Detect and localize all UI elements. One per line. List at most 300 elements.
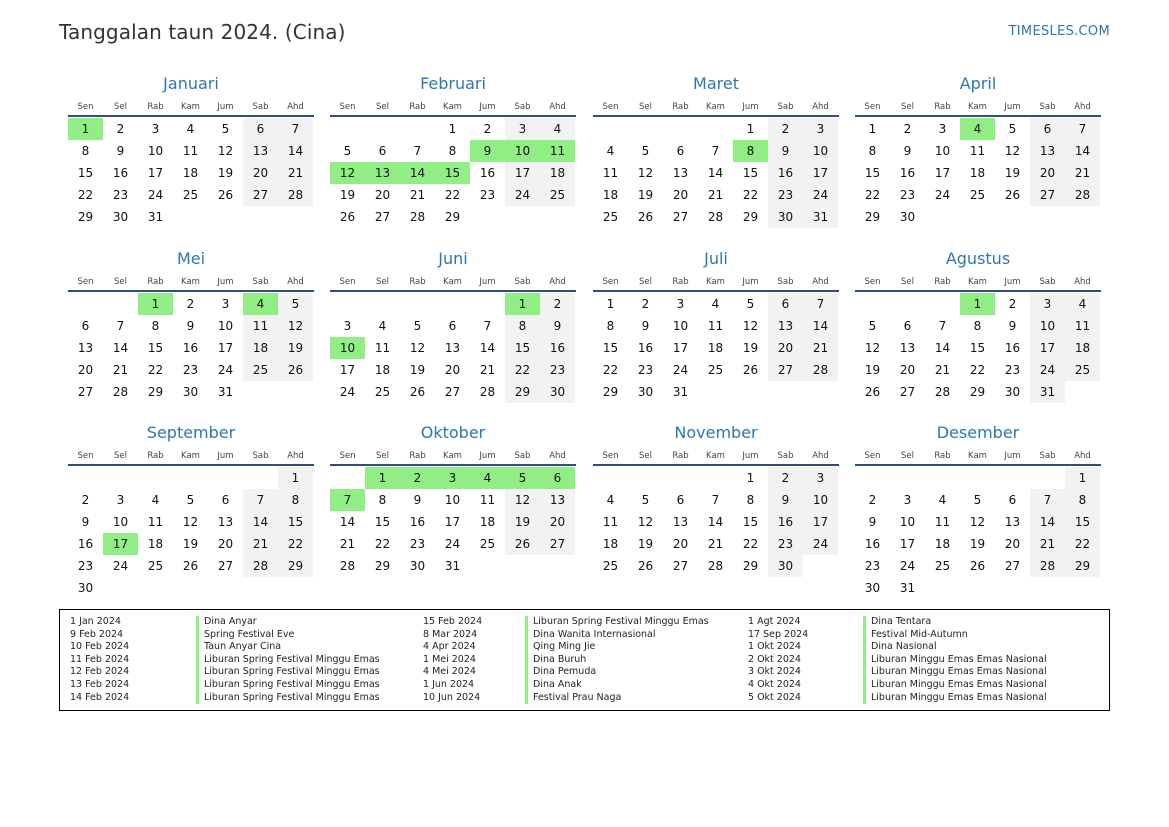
holiday-date: 4 Apr 2024: [423, 641, 476, 653]
holiday-day: 4: [960, 118, 995, 140]
page-title: Tanggalan taun 2024. (Cina): [59, 20, 346, 44]
day-cell: 10: [147, 144, 164, 158]
holiday-day: 2: [400, 467, 435, 489]
weekday-label: Ahd: [1074, 277, 1091, 287]
day-cell: 6: [243, 118, 278, 140]
holiday-day: 1: [505, 293, 540, 315]
weekday-label: Sab: [1039, 451, 1056, 461]
day-cell: 22: [77, 188, 94, 202]
day-cell: 26: [409, 385, 426, 399]
day-cell: 5: [746, 297, 755, 311]
day-cell: 24: [672, 363, 689, 377]
day-cell: 25: [147, 559, 164, 573]
weekday-label: Jum: [742, 451, 759, 461]
day-cell: 13: [672, 166, 689, 180]
day-cell: 17: [934, 166, 951, 180]
day-cell: 10: [217, 319, 234, 333]
day-cell: 28: [479, 385, 496, 399]
holiday-date: 4 Okt 2024: [748, 678, 801, 690]
holiday-name: Dina Anak: [525, 679, 582, 692]
day-cell: 28: [934, 385, 951, 399]
holiday-date: 12 Feb 2024: [70, 666, 130, 678]
day-cell: 18: [479, 515, 496, 529]
day-cell: 19: [864, 363, 881, 377]
weekday-label: Sel: [114, 277, 127, 287]
day-cell: 13: [1004, 515, 1021, 529]
day-cell: 25: [479, 537, 496, 551]
day-cell: 25: [602, 210, 619, 224]
holiday-name: Dina Pemuda: [525, 666, 596, 679]
day-cell: 4: [606, 493, 615, 507]
day-cell: 18: [1065, 337, 1100, 359]
day-cell: 21: [339, 537, 356, 551]
weekday-label: Rab: [409, 102, 426, 112]
holiday-day: 17: [103, 533, 138, 555]
weekday-label: Sab: [514, 277, 531, 287]
day-cell: 11: [1065, 315, 1100, 337]
day-cell: 11: [374, 341, 391, 355]
day-cell: 3: [938, 122, 947, 136]
holiday-date: 1 Mei 2024: [423, 653, 476, 665]
day-cell: 2: [81, 493, 90, 507]
weekday-label: Kam: [706, 277, 725, 287]
day-cell: 2: [768, 118, 803, 140]
weekday-label: Sel: [901, 451, 914, 461]
day-cell: 29: [742, 210, 759, 224]
day-cell: 20: [444, 363, 461, 377]
day-cell: 7: [483, 319, 492, 333]
holiday-day: 1: [365, 467, 400, 489]
holiday-name: Liburan Spring Festival Minggu Emas: [196, 666, 380, 679]
day-cell: 23: [77, 559, 94, 573]
day-cell: 11: [182, 144, 199, 158]
empty-cell: [330, 293, 365, 315]
day-cell: 12: [409, 341, 426, 355]
holiday-day: 9: [470, 140, 505, 162]
weekday-label: Jum: [479, 102, 496, 112]
day-cell: 7: [1065, 118, 1100, 140]
day-cell: 22: [147, 363, 164, 377]
day-cell: 28: [339, 559, 356, 573]
weekday-header: [330, 272, 576, 292]
day-cell: 24: [1030, 359, 1065, 381]
holiday-day: 1: [68, 118, 103, 140]
day-cell: 24: [934, 188, 951, 202]
day-cell: 30: [637, 385, 654, 399]
empty-cell: [365, 118, 400, 140]
empty-cell: [365, 293, 400, 315]
weekday-label: Sel: [901, 102, 914, 112]
day-cell: 16: [768, 511, 803, 533]
day-cell: 20: [768, 337, 803, 359]
day-cell: 23: [112, 188, 129, 202]
weekday-label: Rab: [934, 451, 951, 461]
day-cell: 9: [116, 144, 125, 158]
day-cell: 28: [409, 210, 426, 224]
weekday-label: Sel: [901, 277, 914, 287]
day-cell: 27: [1004, 559, 1021, 573]
weekday-label: Rab: [409, 451, 426, 461]
empty-cell: [138, 467, 173, 489]
day-cell: 25: [1065, 359, 1100, 381]
empty-cell: [173, 467, 208, 489]
holiday-name: Dina Nasional: [863, 641, 937, 654]
empty-cell: [995, 467, 1030, 489]
day-cell: 17: [899, 537, 916, 551]
day-cell: 20: [374, 188, 391, 202]
day-cell: 11: [707, 319, 724, 333]
day-cell: 3: [116, 493, 125, 507]
day-cell: 28: [707, 210, 724, 224]
day-cell: 22: [374, 537, 391, 551]
day-cell: 9: [1008, 319, 1017, 333]
day-cell: 11: [969, 144, 986, 158]
day-cell: 6: [676, 493, 685, 507]
day-cell: 18: [540, 162, 575, 184]
weekday-header: [593, 446, 839, 466]
day-cell: 16: [1004, 341, 1021, 355]
day-cell: 19: [505, 511, 540, 533]
day-cell: 15: [77, 166, 94, 180]
weekday-label: Kam: [443, 451, 462, 461]
day-cell: 26: [217, 188, 234, 202]
day-cell: 31: [217, 385, 234, 399]
day-cell: 27: [444, 385, 461, 399]
holiday-date: 17 Sep 2024: [748, 628, 809, 640]
day-cell: 26: [505, 533, 540, 555]
day-cell: 5: [641, 144, 650, 158]
day-cell: 11: [479, 493, 496, 507]
holiday-name: Liburan Minggu Emas Emas Nasional: [863, 679, 1047, 692]
holiday-name: Dina Wanita Internasional: [525, 629, 656, 642]
day-cell: 1: [746, 122, 755, 136]
month-name: Juli: [704, 249, 728, 268]
day-cell: 13: [217, 515, 234, 529]
day-cell: 16: [479, 166, 496, 180]
weekday-label: Kam: [181, 102, 200, 112]
weekday-label: Jum: [479, 451, 496, 461]
day-cell: 30: [1004, 385, 1021, 399]
day-cell: 24: [339, 385, 356, 399]
day-cell: 26: [637, 210, 654, 224]
day-cell: 21: [112, 363, 129, 377]
holiday-name: Liburan Spring Festival Minggu Emas: [525, 616, 709, 629]
day-cell: 29: [147, 385, 164, 399]
day-cell: 16: [768, 162, 803, 184]
day-cell: 29: [374, 559, 391, 573]
weekday-label: Ahd: [812, 277, 829, 287]
weekday-label: Jum: [1004, 277, 1021, 287]
day-cell: 23: [768, 184, 803, 206]
day-cell: 16: [864, 537, 881, 551]
day-cell: 28: [803, 359, 838, 381]
day-cell: 26: [278, 359, 313, 381]
day-cell: 7: [711, 493, 720, 507]
day-cell: 14: [339, 515, 356, 529]
day-cell: 22: [864, 188, 881, 202]
month-mei: [68, 248, 314, 403]
day-cell: 25: [374, 385, 391, 399]
holiday-name: Liburan Spring Festival Minggu Emas: [196, 692, 380, 705]
day-cell: 9: [868, 515, 877, 529]
day-cell: 6: [1008, 493, 1017, 507]
day-cell: 13: [540, 489, 575, 511]
empty-cell: [330, 118, 365, 140]
day-cell: 29: [602, 385, 619, 399]
day-cell: 29: [969, 385, 986, 399]
day-cell: 3: [151, 122, 160, 136]
empty-cell: [435, 293, 470, 315]
day-cell: 9: [768, 140, 803, 162]
holiday-name: Dina Buruh: [525, 654, 586, 667]
month-maret: [593, 73, 839, 228]
empty-cell: [628, 467, 663, 489]
month-name: November: [674, 423, 758, 442]
empty-cell: [698, 467, 733, 489]
weekday-label: Kam: [968, 102, 987, 112]
day-cell: 24: [112, 559, 129, 573]
day-cell: 2: [903, 122, 912, 136]
day-cell: 18: [182, 166, 199, 180]
day-cell: 24: [803, 184, 838, 206]
day-cell: 20: [77, 363, 94, 377]
weekday-label: Rab: [147, 277, 164, 287]
day-cell: 30: [540, 381, 575, 403]
empty-cell: [960, 467, 995, 489]
day-cell: 5: [278, 293, 313, 315]
day-cell: 25: [182, 188, 199, 202]
weekday-label: Sel: [114, 451, 127, 461]
day-cell: 19: [1004, 166, 1021, 180]
weekday-label: Sen: [864, 102, 881, 112]
month-agustus: [855, 248, 1101, 403]
day-cell: 31: [803, 206, 838, 228]
day-cell: 27: [217, 559, 234, 573]
weekday-label: Jum: [217, 277, 234, 287]
empty-cell: [890, 467, 925, 489]
holiday-name: Dina Anyar: [196, 616, 257, 629]
day-cell: 5: [1008, 122, 1017, 136]
day-cell: 19: [217, 166, 234, 180]
day-cell: 17: [339, 363, 356, 377]
day-cell: 1: [1065, 467, 1100, 489]
day-cell: 3: [803, 467, 838, 489]
weekday-label: Sel: [376, 451, 389, 461]
empty-cell: [925, 293, 960, 315]
holiday-day: 4: [470, 467, 505, 489]
holiday-date: 15 Feb 2024: [423, 616, 483, 627]
day-cell: 19: [637, 537, 654, 551]
holiday-name: Festival Mid-Autumn: [863, 629, 968, 642]
weekday-label: Sen: [77, 102, 94, 112]
weekday-label: Sen: [339, 102, 356, 112]
day-cell: 12: [1004, 144, 1021, 158]
empty-cell: [208, 467, 243, 489]
holiday-date: 10 Jun 2024: [423, 691, 481, 703]
holiday-name: Qing Ming Jie: [525, 641, 595, 654]
weekday-header: [855, 272, 1101, 292]
day-cell: 14: [707, 166, 724, 180]
day-cell: 3: [221, 297, 230, 311]
day-cell: 25: [243, 359, 278, 381]
day-cell: 9: [186, 319, 195, 333]
empty-cell: [593, 467, 628, 489]
day-cell: 12: [637, 166, 654, 180]
day-cell: 2: [1008, 297, 1017, 311]
weekday-label: Sen: [339, 277, 356, 287]
empty-cell: [103, 293, 138, 315]
weekday-label: Jum: [742, 102, 759, 112]
day-cell: 28: [243, 555, 278, 577]
day-grid: [330, 467, 576, 577]
weekday-label: Ahd: [287, 451, 304, 461]
day-cell: 2: [868, 493, 877, 507]
day-cell: 20: [217, 537, 234, 551]
holiday-date: 3 Okt 2024: [748, 666, 801, 678]
day-cell: 31: [672, 385, 689, 399]
day-cell: 25: [969, 188, 986, 202]
holiday-list: [59, 609, 1110, 711]
holiday-day: 1: [960, 293, 995, 315]
weekday-label: Sab: [252, 451, 269, 461]
weekday-label: Ahd: [1074, 102, 1091, 112]
weekday-label: Sab: [777, 102, 794, 112]
weekday-label: Jum: [742, 277, 759, 287]
day-cell: 16: [409, 515, 426, 529]
day-cell: 26: [969, 559, 986, 573]
day-cell: 14: [1065, 140, 1100, 162]
weekday-label: Sen: [602, 102, 619, 112]
weekday-label: Sen: [864, 451, 881, 461]
weekday-header: [855, 446, 1101, 466]
day-cell: 23: [768, 533, 803, 555]
day-cell: 30: [77, 581, 94, 595]
day-cell: 10: [444, 493, 461, 507]
empty-cell: [855, 467, 890, 489]
holiday-day: 10: [330, 337, 365, 359]
day-cell: 22: [742, 537, 759, 551]
day-cell: 26: [637, 559, 654, 573]
day-cell: 2: [540, 293, 575, 315]
day-cell: 11: [602, 515, 619, 529]
day-cell: 8: [868, 144, 877, 158]
day-cell: 26: [742, 363, 759, 377]
holiday-date: 1 Okt 2024: [748, 641, 801, 653]
day-cell: 24: [444, 537, 461, 551]
holiday-date: 1 Jan 2024: [70, 616, 121, 627]
day-cell: 21: [243, 533, 278, 555]
brand-link[interactable]: TIMESLES.COM: [1008, 24, 1110, 39]
day-grid: [68, 293, 314, 403]
day-cell: 10: [1030, 315, 1065, 337]
weekday-label: Rab: [147, 102, 164, 112]
weekday-label: Kam: [968, 451, 987, 461]
month-name: Februari: [420, 74, 486, 93]
day-cell: 23: [182, 363, 199, 377]
day-grid: [855, 118, 1101, 228]
weekday-label: Sab: [514, 102, 531, 112]
weekday-header: [330, 97, 576, 117]
holiday-day: 10: [505, 140, 540, 162]
day-cell: 6: [448, 319, 457, 333]
day-cell: 10: [803, 489, 838, 511]
day-cell: 27: [540, 533, 575, 555]
day-cell: 15: [147, 341, 164, 355]
weekday-label: Sen: [864, 277, 881, 287]
day-cell: 7: [243, 489, 278, 511]
day-cell: 7: [803, 293, 838, 315]
weekday-label: Kam: [181, 277, 200, 287]
day-cell: 14: [934, 341, 951, 355]
weekday-label: Sen: [602, 277, 619, 287]
day-grid: [593, 467, 839, 577]
day-cell: 31: [444, 559, 461, 573]
day-cell: 22: [602, 363, 619, 377]
day-cell: 12: [637, 515, 654, 529]
empty-cell: [1030, 467, 1065, 489]
day-cell: 18: [707, 341, 724, 355]
day-cell: 18: [602, 188, 619, 202]
day-cell: 26: [864, 385, 881, 399]
day-cell: 14: [243, 511, 278, 533]
day-cell: 31: [1030, 381, 1065, 403]
day-cell: 16: [637, 341, 654, 355]
weekday-label: Sen: [339, 451, 356, 461]
weekday-label: Sab: [1039, 277, 1056, 287]
weekday-label: Sab: [514, 451, 531, 461]
empty-cell: [470, 293, 505, 315]
day-cell: 21: [1065, 162, 1100, 184]
day-cell: 22: [278, 533, 313, 555]
day-cell: 20: [243, 162, 278, 184]
weekday-header: [593, 97, 839, 117]
day-cell: 19: [637, 188, 654, 202]
day-cell: 9: [413, 493, 422, 507]
empty-cell: [103, 467, 138, 489]
day-cell: 23: [409, 537, 426, 551]
day-cell: 6: [768, 293, 803, 315]
day-cell: 14: [707, 515, 724, 529]
month-name: Oktober: [420, 423, 486, 442]
empty-cell: [628, 118, 663, 140]
month-name: Januari: [163, 74, 219, 93]
day-cell: 29: [864, 210, 881, 224]
weekday-label: Ahd: [1074, 451, 1091, 461]
day-cell: 23: [899, 188, 916, 202]
weekday-label: Rab: [934, 102, 951, 112]
day-cell: 30: [768, 206, 803, 228]
holiday-name: Liburan Minggu Emas Emas Nasional: [863, 692, 1047, 705]
weekday-label: Jum: [479, 277, 496, 287]
day-cell: 12: [969, 515, 986, 529]
day-cell: 12: [742, 319, 759, 333]
day-cell: 9: [540, 315, 575, 337]
weekday-label: Kam: [706, 451, 725, 461]
holiday-day: 1: [138, 293, 173, 315]
day-cell: 22: [1065, 533, 1100, 555]
empty-cell: [330, 467, 365, 489]
day-cell: 13: [243, 140, 278, 162]
day-cell: 13: [768, 315, 803, 337]
day-cell: 7: [711, 144, 720, 158]
weekday-label: Ahd: [812, 451, 829, 461]
empty-cell: [243, 467, 278, 489]
weekday-label: Sab: [777, 451, 794, 461]
day-cell: 15: [864, 166, 881, 180]
holiday-day: 8: [733, 140, 768, 162]
day-cell: 1: [278, 467, 313, 489]
holiday-name: Spring Festival Eve: [196, 629, 294, 642]
